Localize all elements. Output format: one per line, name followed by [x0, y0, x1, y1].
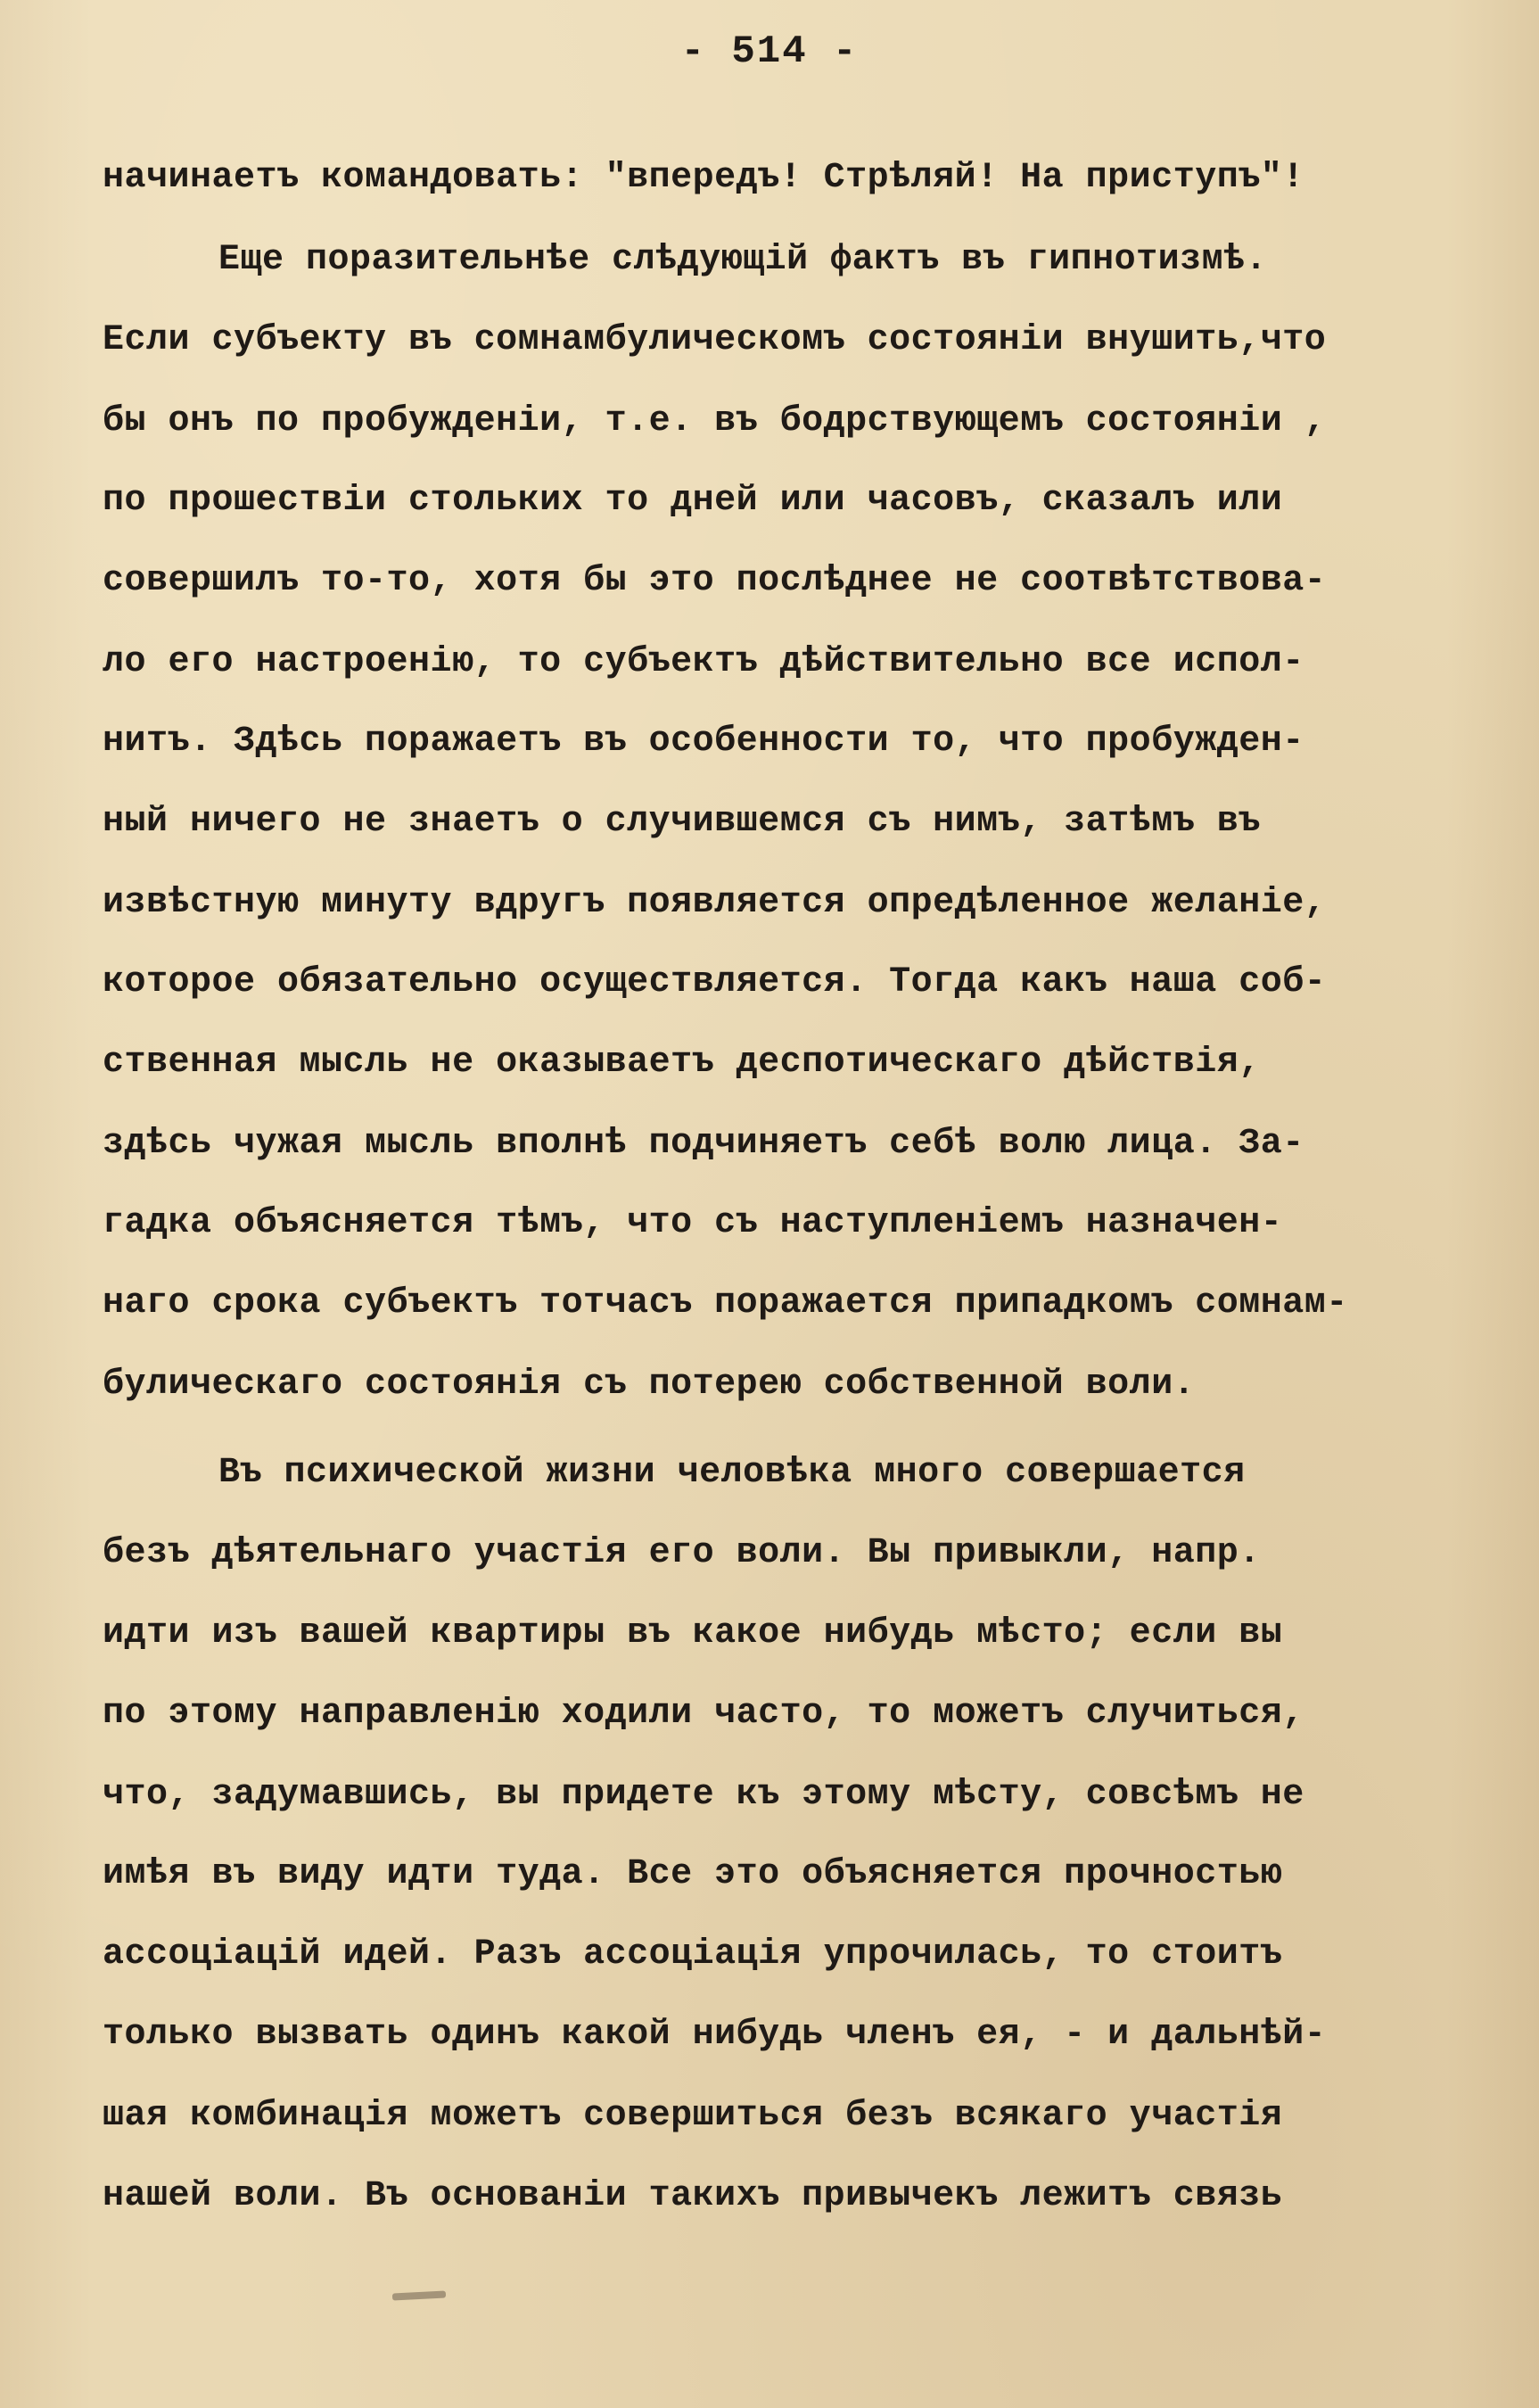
text-line-15: наго срока субъектъ тотчасъ поражается припадкомъ сомнам- — [103, 1283, 1348, 1324]
text-line-25: шая комбинація можетъ совершиться безъ всякаго участія — [103, 2096, 1283, 2136]
text-line-6: совершилъ то-то, хотя бы это послѣднее не соотвѣтствова- — [103, 561, 1327, 601]
text-line-24: только вызвать одинъ какой нибудь членъ ея, - и дальнѣй- — [103, 2015, 1327, 2055]
text-line-2: Еще поразительнѣе слѣдующій фактъ въ гипнотизмѣ. — [218, 240, 1268, 280]
text-line-23: ассоціацій идей. Разъ ассоціація упрочилась, то стоитъ — [103, 1934, 1283, 1975]
text-line-19: идти изъ вашей квартиры въ какое нибудь мѣсто; если вы — [103, 1613, 1283, 1653]
text-line-14: гадка объясняется тѣмъ, что съ наступленіемъ назначен- — [103, 1203, 1283, 1243]
text-line-13: здѣсь чужая мысль вполнѣ подчиняетъ себѣ волю лица. За- — [103, 1124, 1304, 1164]
text-line-12: ственная мысль не оказываетъ деспотическаго дѣйствія, — [103, 1043, 1261, 1083]
text-line-1: начинаетъ командовать: "впередъ! Стрѣляй! На приступъ"! — [103, 158, 1304, 198]
text-line-4: бы онъ по пробужденіи, т.е. въ бодрствующемъ состояніи , — [103, 401, 1327, 441]
text-line-18: безъ дѣятельнаго участія его воли. Вы привыкли, напр. — [103, 1533, 1261, 1573]
text-line-21: что, задумавшись, вы придете къ этому мѣсту, совсѣмъ не — [103, 1775, 1304, 1815]
text-line-26: нашей воли. Въ основаніи такихъ привычекъ лежитъ связь — [103, 2176, 1283, 2216]
text-line-7: ло его настроенію, то субъектъ дѣйствительно все испол- — [103, 642, 1304, 682]
text-line-9: ный ничего не знаетъ о случившемся съ нимъ, затѣмъ въ — [103, 802, 1261, 842]
text-line-11: которое обязательно осуществляется. Тогда какъ наша соб- — [103, 962, 1327, 1002]
page-number: - 514 - — [680, 29, 859, 74]
text-line-17: Въ психической жизни человѣка много совершается — [218, 1453, 1246, 1493]
text-line-8: нитъ. Здѣсь поражаетъ въ особенности то, что пробужден- — [103, 722, 1304, 762]
text-line-5: по прошествіи стольких то дней или часовъ, сказалъ или — [103, 481, 1283, 521]
text-line-20: по этому направленію ходили часто, то можетъ случиться, — [103, 1694, 1304, 1734]
page-stain — [392, 2290, 446, 2300]
text-line-22: имѣя въ виду идти туда. Все это объясняется прочностью — [103, 1854, 1283, 1894]
text-line-3: Если субъекту въ сомнамбулическомъ состояніи внушить,что — [103, 320, 1327, 360]
text-line-10: извѣстную минуту вдругъ появляется опредѣленное желаніе, — [103, 883, 1327, 923]
text-line-16: булическаго состоянія съ потерею собственной воли. — [103, 1365, 1196, 1405]
